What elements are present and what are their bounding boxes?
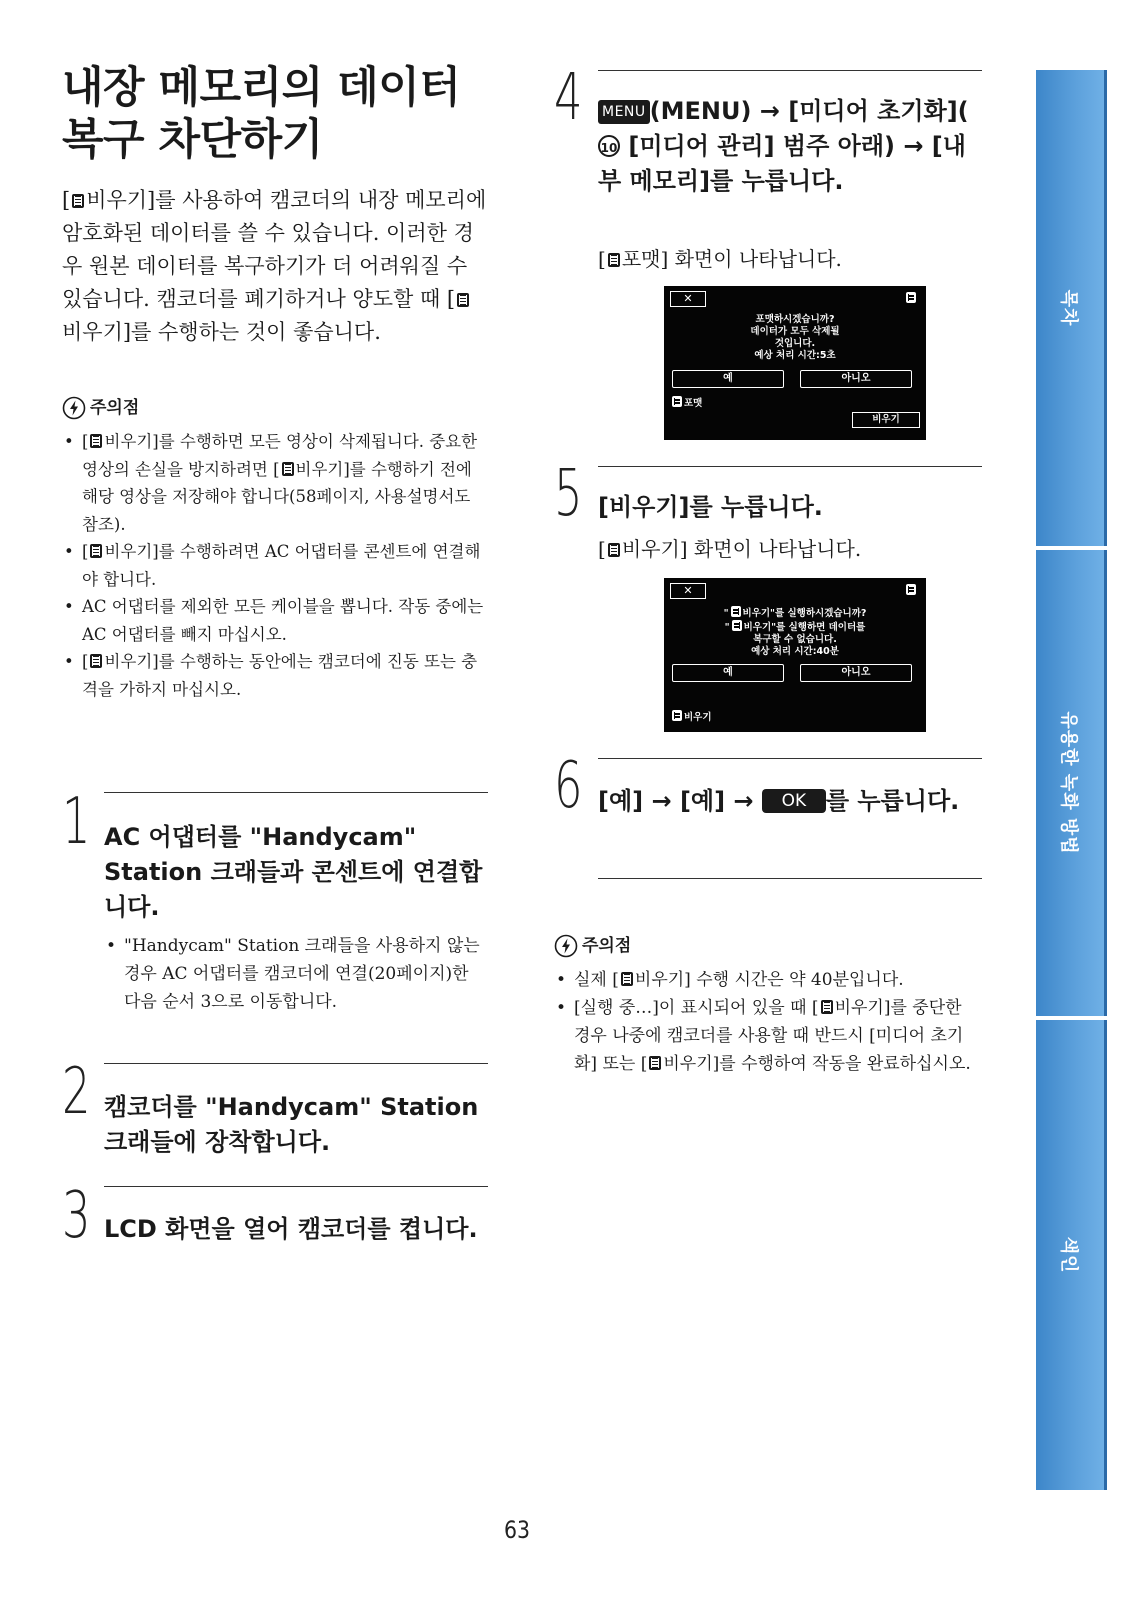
empty-label	[670, 710, 712, 724]
internal-memory-icon	[608, 543, 620, 557]
result-text: 포맷] 화면이 나타납니다.	[621, 247, 842, 271]
result-text: [	[598, 247, 606, 271]
step-5-result	[598, 534, 982, 564]
step-4-text-a: (MENU) → [미디어 초기화](	[649, 97, 969, 125]
format-screen	[664, 286, 926, 440]
section-divider	[598, 878, 982, 879]
page-number: 63	[504, 1516, 530, 1544]
empty-screen	[664, 578, 926, 732]
tab-contents-label: 목차	[1058, 289, 1079, 327]
internal-memory-icon	[90, 654, 102, 668]
format-label-text: 포맷	[684, 398, 703, 409]
step-6-text	[598, 784, 982, 819]
ok-button-icon: OK	[762, 789, 826, 813]
no-button[interactable]: 아니오	[800, 664, 912, 682]
caution-heading	[62, 396, 139, 420]
step-divider	[104, 1063, 488, 1064]
page-title: 내장 메모리의 데이터 복구 차단하기	[62, 63, 461, 165]
step-4-text	[598, 94, 982, 199]
internal-memory-icon	[90, 434, 102, 448]
menu-button-icon: MENU	[598, 100, 650, 124]
step-number: 3	[62, 1179, 91, 1253]
close-button[interactable]: ✕	[670, 583, 706, 599]
internal-memory-icon	[731, 606, 741, 617]
caution-heading-text: 주의점	[90, 398, 140, 418]
empty-label-text: 비우기	[684, 712, 712, 723]
intro-text-c: 비우기]를 수행하는 것이 좋습니다.	[62, 320, 381, 344]
step-divider	[104, 1186, 488, 1187]
list-item	[554, 994, 982, 1078]
step-number: 5	[554, 457, 583, 531]
message-line: 비우기"를 실행하시겠습니까?	[742, 608, 867, 619]
step-divider	[598, 70, 982, 71]
note-text: [	[82, 542, 89, 561]
intro-text-b: 비우기]를 사용하여 캠코더의 내장 메모리에 암호화된 데이터를 쓸 수 있습니다. 이러한 경우 원본 데이터를 복구하기가 더 어려워질 수 있습니다. 캠코더를 폐기하거나 양도할 때 [	[62, 188, 487, 311]
note-text: 비우기]를 수행하려면 AC 어댑터를 콘센트에 연결해야 합니다.	[82, 542, 481, 589]
message-line: "	[723, 608, 729, 619]
step-6-text-a: [예] → [예] →	[598, 787, 762, 815]
internal-memory-icon	[608, 253, 620, 267]
step-4-result	[598, 244, 982, 274]
empty-button[interactable]: 비우기	[852, 412, 920, 428]
caution-list	[62, 428, 488, 703]
tab-useful-recording-label: 유용한 녹화 방법	[1058, 711, 1079, 855]
internal-memory-icon	[906, 584, 916, 595]
step-3-text: LCD 화면을 열어 캠코더를 켭니다.	[104, 1215, 478, 1243]
category-icon: 10	[598, 135, 620, 157]
internal-memory-icon	[72, 194, 84, 208]
list-item	[62, 538, 488, 593]
step-1-subnotes	[104, 932, 490, 1016]
caution-heading-text: 주의점	[582, 936, 632, 956]
caution-icon	[554, 934, 578, 958]
format-label	[670, 396, 702, 410]
note-text: 비우기]를 수행하여 작동을 완료하십시오.	[663, 1054, 971, 1074]
internal-memory-icon	[732, 620, 742, 631]
step-number: 2	[62, 1055, 91, 1129]
internal-memory-icon	[457, 293, 469, 307]
note-text: 비우기] 수행 시간은 약 40분입니다.	[634, 970, 904, 990]
list-item: • "Handycam" Station 크래들을 사용하지 않는 경우 AC 어댑터를 캠코더에 연결(20페이지)한 다음 순서 3으로 이동합니다.	[104, 932, 490, 1016]
note-text: 비우기]를 수행하는 동안에는 캠코더에 진동 또는 충격을 가하지 마십시오.	[82, 652, 478, 699]
message-line: 포맷하시겠습니까?	[755, 314, 835, 325]
message-line: 비우기"를 실행하면 데이터를	[743, 622, 866, 633]
message-line: "	[724, 622, 730, 633]
step-divider	[598, 466, 982, 467]
note-text: 비우기]를 수행하기 전에 해당 영상을 저장해야 합니다(58페이지, 사용설명서도 참조).	[82, 459, 472, 534]
internal-memory-icon	[672, 710, 682, 721]
message-line: 것입니다.	[774, 338, 816, 349]
caution-list	[554, 966, 982, 1078]
caution-icon	[62, 396, 86, 420]
intro-paragraph	[62, 184, 490, 349]
format-confirm-message	[704, 314, 886, 362]
list-item	[62, 648, 488, 703]
close-button[interactable]: ✕	[670, 291, 706, 307]
note-text: 비우기]를 중단한 경우 나중에 캠코더를 사용할 때 반드시 [미디어 초기화] 또는 [	[574, 998, 964, 1074]
internal-memory-icon	[621, 972, 633, 986]
tab-contents[interactable]	[1036, 70, 1107, 546]
step-number: 1	[62, 785, 91, 859]
yes-button[interactable]: 예	[672, 370, 784, 388]
internal-memory-icon	[649, 1056, 661, 1070]
internal-memory-icon	[282, 462, 294, 476]
step-4-text-b: [미디어 관리] 범주 아래) → [내부 메모리]를 누릅니다.	[598, 132, 966, 195]
internal-memory-icon	[90, 544, 102, 558]
empty-confirm-message	[684, 606, 906, 658]
step-number: 4	[554, 61, 583, 135]
intro-text-a: [	[62, 188, 71, 212]
step-number: 6	[554, 749, 583, 823]
step-6-text-b: 를 누릅니다.	[825, 787, 960, 815]
result-text: [	[598, 537, 606, 561]
tab-index-label: 색인	[1058, 1236, 1079, 1274]
step-divider	[598, 758, 982, 759]
list-item	[554, 966, 982, 994]
note-text: [실행 중…]이 표시되어 있을 때 [	[574, 998, 819, 1018]
internal-memory-icon	[821, 1000, 833, 1014]
message-line: 예상 처리 시간:5초	[754, 350, 836, 361]
message-line: 예상 처리 시간:40분	[751, 646, 839, 657]
step-5-text: [비우기]를 누릅니다.	[598, 493, 823, 521]
list-item	[62, 593, 488, 648]
result-text: 비우기] 화면이 나타납니다.	[621, 537, 862, 561]
caution-heading	[554, 934, 631, 958]
note-text: AC 어댑터를 제외한 모든 케이블을 뽑니다. 작동 중에는 AC 어댑터를 빼지 마십시오.	[82, 597, 484, 644]
note-text: [	[82, 652, 89, 671]
note-text: [	[82, 432, 89, 451]
step-2-text: 캠코더를 "Handycam" Station 크래들에 장착합니다.	[104, 1093, 479, 1156]
internal-memory-icon	[906, 292, 916, 303]
note-text: 실제 [	[574, 970, 619, 990]
tab-useful-recording[interactable]	[1036, 550, 1107, 1016]
message-line: 복구할 수 없습니다.	[753, 634, 837, 645]
step-1-text: AC 어댑터를 "Handycam" Station 크래들과 콘센트에 연결합니다.	[104, 823, 483, 921]
step-divider	[104, 792, 488, 793]
message-line: 데이터가 모두 삭제될	[750, 326, 840, 337]
no-button[interactable]: 아니오	[800, 370, 912, 388]
internal-memory-icon	[672, 396, 682, 407]
yes-button[interactable]: 예	[672, 664, 784, 682]
list-item	[62, 428, 488, 538]
tab-index[interactable]	[1036, 1020, 1107, 1490]
note-text: 비우기]를 수행하면 모든 영상이 삭제됩니다. 중요한 영상의 손실을 방지하려면 [	[82, 432, 478, 479]
